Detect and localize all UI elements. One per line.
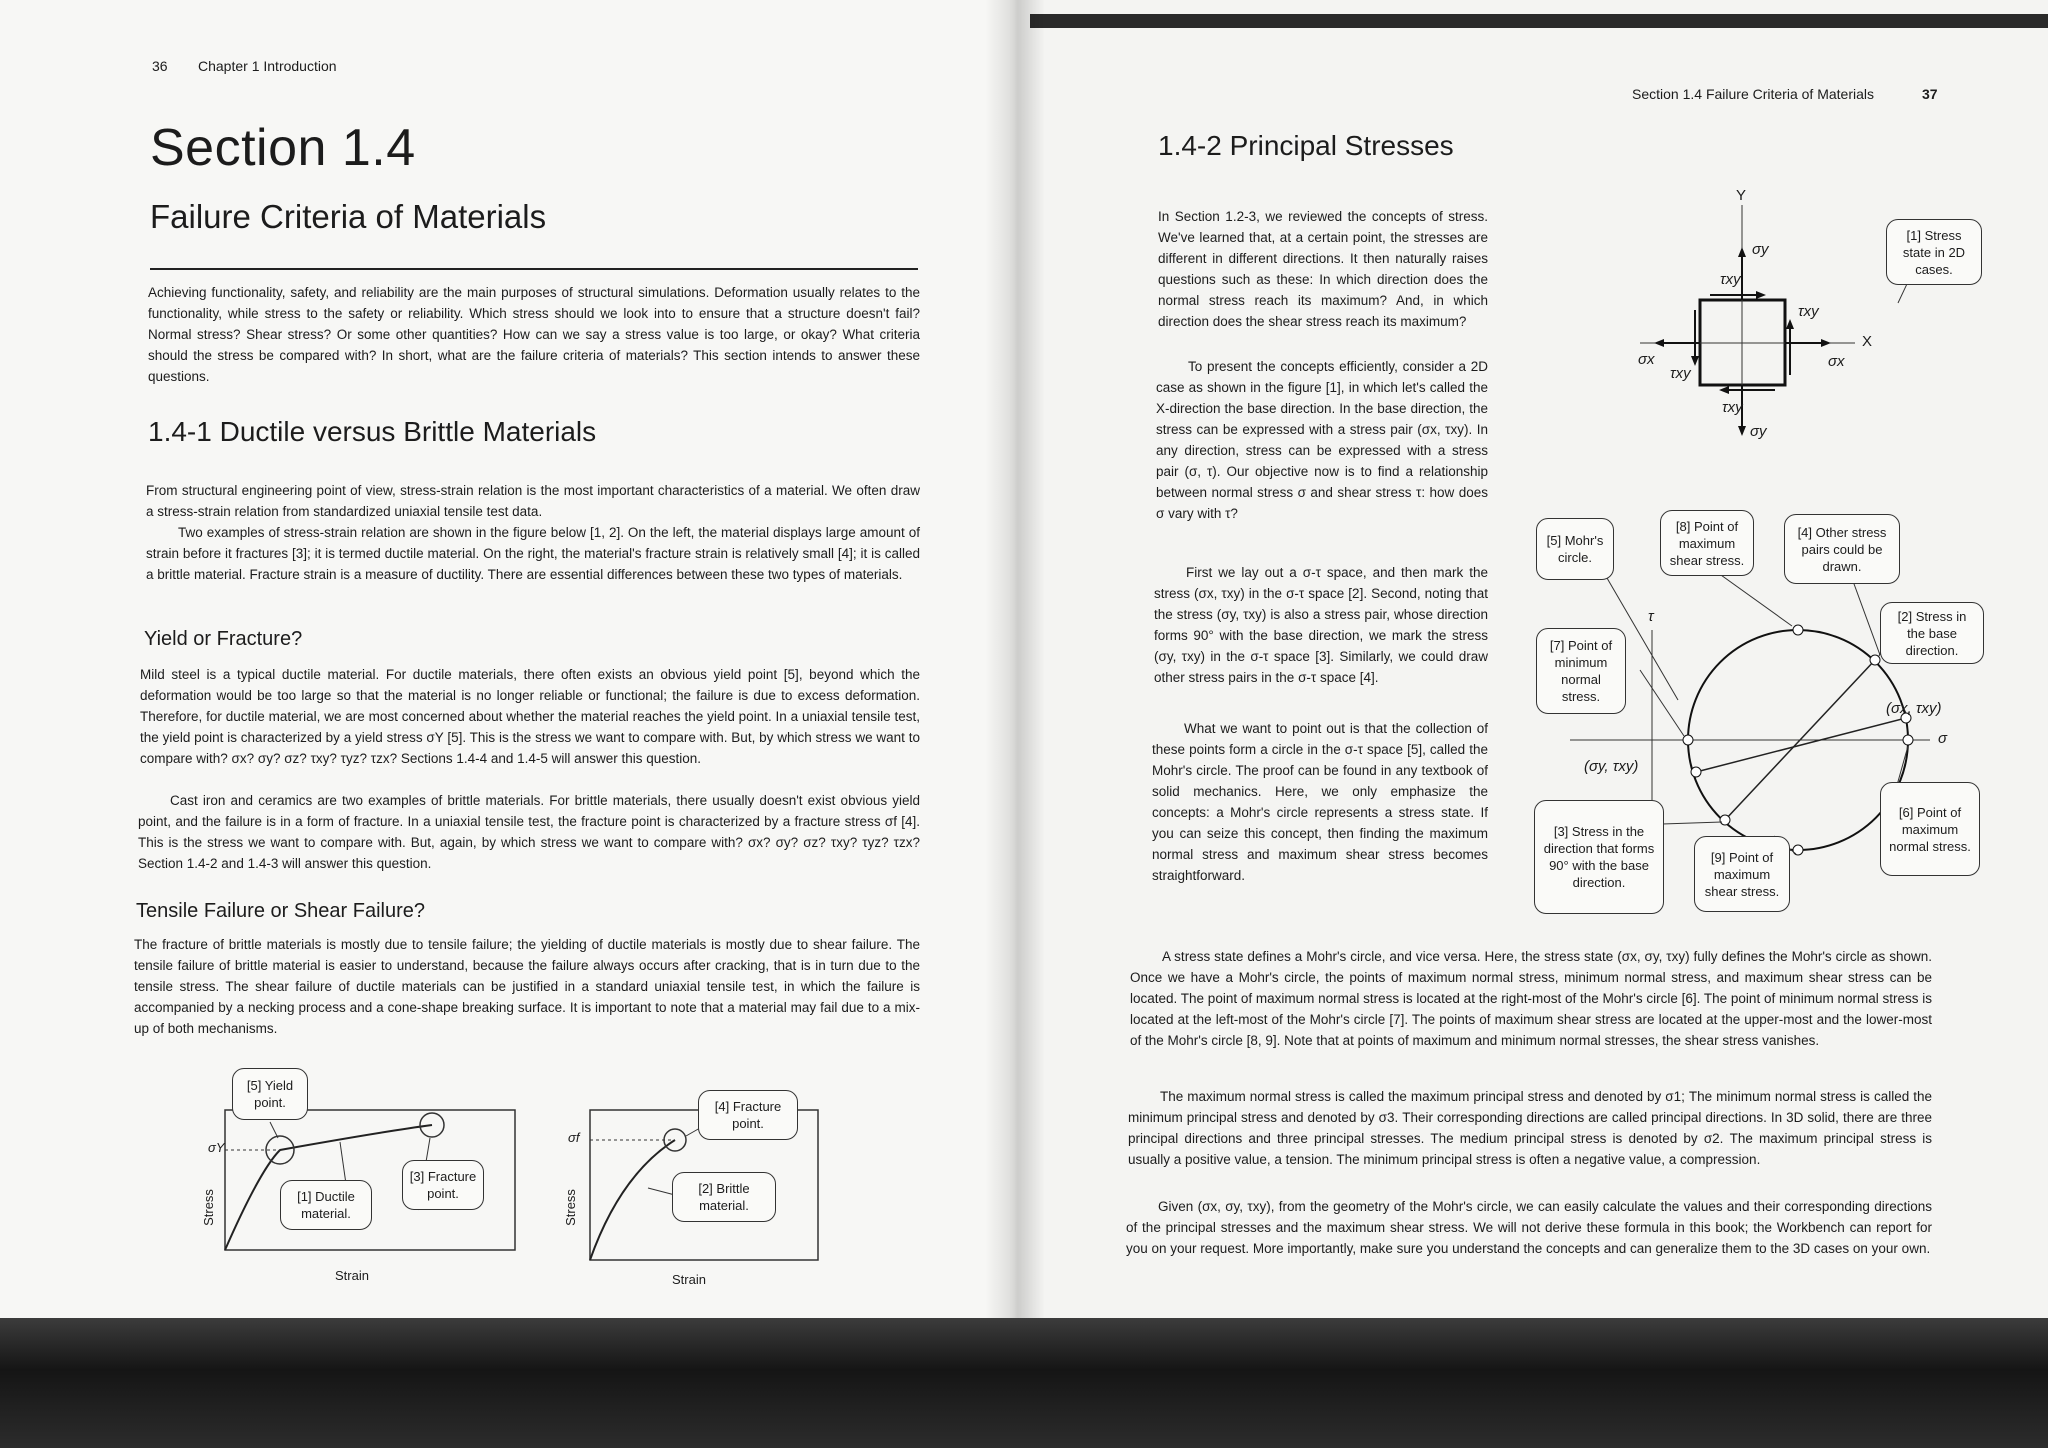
tau-right-label: τxy [1798, 303, 1819, 320]
callout-90-degree: [3] Stress in the direction that forms 90° with the base direction. [1534, 800, 1664, 914]
arrowhead [1719, 386, 1729, 394]
callout-max-shear-top: [8] Point of maximum shear stress. [1660, 510, 1754, 576]
scan-edge-top [1030, 14, 2048, 28]
leader-line [648, 1188, 675, 1195]
point-y-label: (σy, τxy) [1584, 758, 1639, 775]
sigma-x-left-label: σx [1638, 351, 1655, 368]
paragraph: What we want to point out is that the collection of these points form a circle in the σ-τ space [5], called the Mohr's circle. The proof can be found in any textbook of solid mechanics. Here, we only emphasize the concepts: a Mohr's circle represents a stress state. If you can seize this concept, then finding the maximum normal stress and maximum shear stress becomes straightforward. [1152, 721, 1488, 883]
running-head-section: Section 1.4 Failure Criteria of Materials [1632, 86, 1874, 102]
brittle-curve [590, 1140, 675, 1260]
scan-edge-bottom [0, 1318, 2048, 1448]
page-number: 36 [152, 58, 168, 74]
callout-mohrs-circle: [5] Mohr's circle. [1536, 518, 1614, 580]
page-number: 37 [1922, 86, 1938, 102]
paragraph: A stress state defines a Mohr's circle, and vice versa. Here, the stress state (σx, σy, τxy) fully defines the Mohr's circle as shown. Once we have a Mohr's circle, the points of maximum normal stress, minimum normal stress, and maximum shear stress can be located. The point of maximum normal stress is located at the right-most of the Mohr's circle [6]. The point of minimum normal stress is located at the left-most of the Mohr's circle [7]. The points of maximum shear stress are located at the upper-most and the lower-most of the Mohr's circle [8, 9]. Note that at points of maximum and minimum normal stresses, the shear stress vanishes. [1130, 949, 1932, 1048]
callout-max-normal: [6] Point of maximum normal stress. [1880, 782, 1980, 876]
heading-yield-or-fracture: Yield or Fracture? [144, 628, 303, 650]
x-axis-label: Strain [335, 1268, 369, 1283]
arrowhead [1756, 291, 1766, 299]
sigma-f-label: σf [568, 1130, 580, 1145]
arrowhead [1786, 319, 1794, 329]
sigma-axis-label: σ [1938, 730, 1948, 747]
point-other [1691, 767, 1701, 777]
y-axis-label: Y [1736, 187, 1747, 204]
paragraph: From structural engineering point of view, stress-strain relation is the most important characteristics of a material. We often draw a stress-strain relation from standardized uniaxial tensile test data. [146, 483, 920, 519]
paragraph: The fracture of brittle materials is mostly due to tensile failure; the yielding of ductile materials is mostly due to shear failure. The tensile failure of brittle material is easier to understand, because the failure always occurs after cracking, that is in turn due to the tensile stress. The shear failure of ductile materials can be justified in a standard uniaxial tensile test, in which the failure is accompanied by a necking process and a cone-shape breaking surface. It is important to note that a material may fail due to a mix-up of both mechanisms. [134, 937, 920, 1036]
callout-fracture-point-3: [3] Fracture point. [402, 1160, 484, 1210]
x-axis-label: X [1862, 333, 1873, 350]
sigma-y-top-label: σy [1752, 241, 1769, 258]
sigma-y-label: σY [208, 1140, 225, 1155]
title-rule [150, 268, 918, 270]
paragraph: Cast iron and ceramics are two examples of brittle materials. For brittle materials, there usually doesn't exist obvious yield point, and the failure is in a form of fracture. In a uniaxial tensile test, the fracture point is characterized by a fracture stress σf [4]. This is the stress we want to compare with. But, again, by which stress we want to compare with? σx? σy? σz? τxy? τyz? τzx? Section 1.4-2 and 1.4-3 will answer this question. [138, 793, 920, 871]
point-y [1720, 815, 1730, 825]
sigma-y-bottom-label: σy [1750, 423, 1767, 440]
stress-element-figure [1610, 185, 1990, 455]
paragraph: First we lay out a σ-τ space, and then mark the stress (σx, τxy) in the σ-τ space [2]. Second, noting that the stress (σy, τxy) is also a stress pair, whose direction forms 90° with the base direction, we mark the stress (σy, τxy) in the σ-τ space [3]. Similarly, we could draw other stress pairs in the σ-τ space [4]. [1154, 565, 1488, 685]
x-axis-label: Strain [672, 1272, 706, 1287]
point-max-shear-bottom [1793, 845, 1803, 855]
section-title: Section 1.4 [150, 119, 416, 177]
tau-top-label: τxy [1720, 271, 1741, 288]
point-max-normal [1903, 735, 1913, 745]
tau-bottom-label: τxy [1722, 399, 1743, 416]
section-subtitle: Failure Criteria of Materials [150, 198, 547, 235]
y-axis-label: Stress [562, 1189, 578, 1226]
sigma-x-right-label: σx [1828, 353, 1845, 370]
callout-other-pairs: [4] Other stress pairs could be drawn. [1784, 514, 1900, 584]
tau-axis-label: τ [1648, 608, 1654, 625]
point-max-shear-top [1793, 625, 1803, 635]
arrowhead [1691, 356, 1699, 366]
y-axis-label: Stress [200, 1189, 216, 1226]
leader-line [1640, 670, 1684, 736]
intro-paragraph: Achieving functionality, safety, and reliability are the main purposes of structural simulations. Deformation usually relates to the functionality, while stress to the safety or reliability. Which stress should we look into to ensure that a structure doesn't fail? Normal stress? Shear stress? Or some other quantities? How can we say a stress value is too large, or okay? What criteria should the stress be compared with? In short, what are the failure criteria of materials? This section intends to answer these questions. [148, 285, 920, 384]
brittle-stress-strain-figure [540, 1070, 840, 1300]
paragraph: Mild steel is a typical ductile material. For ductile materials, there often exists an obvious yield point [5], beyond which the deformation would be too large so that the material is no longer reliable or functional; the failure is due to excess deformation. Therefore, for ductile material, we are most concerned about whether the material reaches the yield point. In a uniaxial tensile test, the yield point is characterized by a yield stress σY [5]. This is the stress we want to compare with. But, by which stress we want to compare with? σx? σy? σz? τxy? τyz? τzx? Sections 1.4-4 and 1.4-5 will answer this question. [140, 667, 920, 766]
callout-yield-point: [5] Yield point. [232, 1068, 308, 1120]
tau-left-label: τxy [1670, 365, 1691, 382]
callout-brittle-material: [2] Brittle material. [672, 1172, 776, 1222]
paragraph: To present the concepts efficiently, consider a 2D case as shown in the figure [1], in which let's called the X-direction the base direction. In the base direction, the stress can be expressed with a stress pair (σx, τxy). In any direction, stress can be expressed with a stress pair (σ, τ). Our objective now is to find a relationship between normal stress σ and shear stress τ: how does σ vary with τ? [1156, 359, 1488, 521]
subsection-title: 1.4-2 Principal Stresses [1158, 130, 1454, 161]
arrowhead [1738, 426, 1746, 436]
leader-line [270, 1122, 278, 1138]
arrowhead [1654, 339, 1664, 347]
point-x [1870, 655, 1880, 665]
point-x-label: (σx, τxy) [1886, 700, 1942, 717]
paragraph: Given (σx, σy, τxy), from the geometry of the Mohr's circle, we can easily calculate the values and their corresponding directions of the principal stresses and the maximum shear stress. We will not derive these formula in this book; the Workbench can report for you on your request. More importantly, make sure you understand the concepts and can generalize them to the 3D cases on your own. [1126, 1199, 1932, 1256]
diameter-line [1696, 718, 1906, 772]
ductile-stress-strain-figure [180, 1050, 540, 1290]
callout-min-normal: [7] Point of minimum normal stress. [1536, 628, 1626, 714]
mohr-circle-figure [1530, 500, 1990, 930]
paragraph: In Section 1.2-3, we reviewed the concepts of stress. We've learned that, at a certain point, the stresses are different in different directions. It then naturally raises questions such as these: In which direction does the normal stress reach its maximum? And, in which direction does the shear stress reach its maximum? [1158, 209, 1488, 329]
heading-tensile-or-shear: Tensile Failure or Shear Failure? [136, 900, 426, 922]
arrowhead [1821, 339, 1831, 347]
paragraph: The maximum normal stress is called the maximum principal stress and denoted by σ1; The minimum normal stress is called the minimum principal stress and denoted by σ3. Their corresponding directions are called principal directions. In 3D solid, there are three principal directions and three principal stresses. The medium principal stress is denoted by σ2. The maximum principal stress is usually a positive value, a tension. The minimum principal stress is often a negative value, a compression. [1128, 1089, 1932, 1167]
callout-stress-state-2d: [1] Stress state in 2D cases. [1886, 219, 1982, 285]
point-min-normal [1683, 735, 1693, 745]
callout-max-shear-bottom: [9] Point of maximum shear stress. [1694, 836, 1790, 912]
subsection-title: 1.4-1 Ductile versus Brittle Materials [148, 416, 597, 447]
callout-base-direction: [2] Stress in the base direction. [1880, 602, 1984, 664]
callout-fracture-point-4: [4] Fracture point. [698, 1090, 798, 1140]
paragraph: Two examples of stress-strain relation are shown in the figure below [1, 2]. On the left, the material displays large amount of strain before it fractures [3]; it is termed ductile material. On the right, the material's fracture strain is relatively small [4]; it is called a brittle material. Fracture strain is a measure of ductility. There are essential differences between these two types of materials. [146, 525, 920, 582]
callout-ductile-material: [1] Ductile material. [280, 1180, 372, 1230]
right-page [1010, 0, 2048, 1448]
running-head-chapter: Chapter 1 Introduction [198, 58, 337, 74]
left-page [0, 0, 1010, 1448]
arrowhead [1738, 247, 1746, 257]
